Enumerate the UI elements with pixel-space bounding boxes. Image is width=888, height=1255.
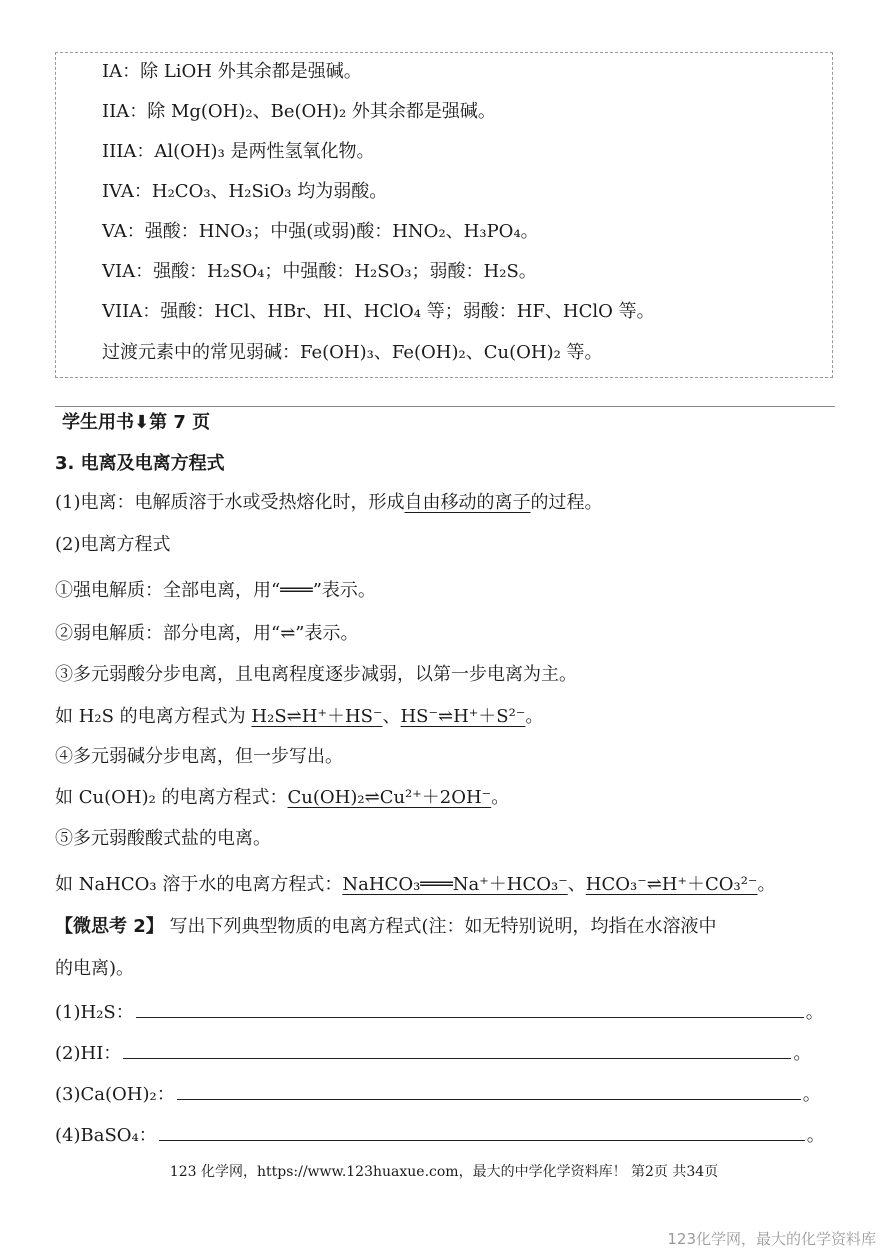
box-line-iva: IVA：H₂CO₃、H₂SiO₃ 均为弱酸。	[102, 181, 388, 202]
q2-label: (2)HI：	[55, 1043, 122, 1064]
definition-ionization	[55, 490, 603, 516]
p6-sep: 、	[382, 706, 401, 727]
q1-end: 。	[805, 1002, 824, 1023]
subheading-equation: (2)电离方程式	[55, 534, 171, 555]
box-line-va: VA：强酸：HNO₃；中强(或弱)酸：HNO₂、H₃PO₄。	[102, 221, 539, 242]
book-page-ref: 学生用书⬇第 7 页	[62, 412, 211, 433]
q3-end: 。	[802, 1084, 821, 1105]
answer-blank-3[interactable]	[177, 1083, 801, 1100]
box-line-iia: IIA：除 Mg(OH)₂、Be(OH)₂ 外其余都是强碱。	[102, 101, 496, 122]
think-prompt	[55, 914, 717, 940]
answer-blank-2[interactable]	[123, 1042, 791, 1059]
p1-prefix: (1)电离：电解质溶于水或受热熔化时，形成	[55, 492, 405, 513]
think-text: 写出下列典型物质的电离方程式(注：如无特别说明，均指在水溶液中	[163, 916, 717, 937]
question-3	[55, 1082, 821, 1108]
box-line-iiia: IIIA：Al(OH)₃ 是两性氢氧化物。	[102, 141, 375, 162]
answer-blank-1[interactable]	[136, 1001, 804, 1018]
q4-label: (4)BaSO₄：	[55, 1125, 157, 1146]
p6-prefix: 如 H₂S 的电离方程式为	[55, 706, 252, 727]
nahco3-example	[55, 872, 775, 898]
cuoh2-eq: Cu(OH)₂⇌Cu²⁺＋2OH⁻	[287, 787, 492, 808]
weak-electrolyte: ②弱电解质：部分电离，用“⇌”表示。	[55, 623, 359, 644]
p8-prefix: 如 Cu(OH)₂ 的电离方程式：	[55, 787, 288, 808]
q4-end: 。	[806, 1125, 825, 1146]
q2-end: 。	[793, 1043, 812, 1064]
q3-label: (3)Ca(OH)₂：	[55, 1084, 175, 1105]
polybasic-base: ④多元弱碱分步电离，但一步写出。	[55, 746, 343, 767]
section-divider	[55, 406, 835, 407]
nahco3-eq-1: NaHCO₃═══Na⁺＋HCO₃⁻	[342, 874, 568, 895]
question-2	[55, 1041, 811, 1067]
p10-prefix: 如 NaHCO₃ 溶于水的电离方程式：	[55, 874, 343, 895]
box-line-ia: IA：除 LiOH 外其余都是强碱。	[102, 61, 362, 82]
q1-label: (1)H₂S：	[55, 1002, 134, 1023]
watermark: 123化学网，最大的化学资料库	[667, 1230, 876, 1248]
p8-end: 。	[491, 787, 510, 808]
nahco3-eq-2: HCO₃⁻⇌H⁺＋CO₃²⁻	[585, 874, 758, 895]
section-title: 3. 电离及电离方程式	[55, 453, 225, 474]
box-line-viia: VIIA：强酸：HCl、HBr、HI、HClO₄ 等；弱酸：HF、HClO 等。	[102, 301, 655, 322]
h2s-example	[55, 704, 543, 730]
box-line-via: VIA：强酸：H₂SO₄；中强酸：H₂SO₃；弱酸：H₂S。	[102, 261, 537, 282]
think-label: 【微思考 2】	[55, 916, 164, 937]
question-4	[55, 1123, 825, 1149]
strong-electrolyte: ①强电解质：全部电离，用“═══”表示。	[55, 580, 376, 601]
think-prompt-cont: 的电离)。	[55, 958, 135, 979]
p1-answer: 自由移动的离子	[404, 492, 531, 513]
polyprotic-acid: ③多元弱酸分步电离，且电离程度逐步减弱，以第一步电离为主。	[55, 664, 577, 685]
p1-suffix: 的过程。	[530, 492, 603, 513]
p10-sep: 、	[567, 874, 586, 895]
p10-end: 。	[757, 874, 776, 895]
acid-salt: ⑤多元弱酸酸式盐的电离。	[55, 828, 271, 849]
p6-end: 。	[525, 706, 544, 727]
question-1	[55, 1000, 824, 1026]
answer-blank-4[interactable]	[159, 1124, 805, 1141]
box-line-transition: 过渡元素中的常见弱碱：Fe(OH)₃、Fe(OH)₂、Cu(OH)₂ 等。	[102, 342, 603, 363]
cuoh2-example	[55, 785, 509, 811]
page-footer: 123 化学网，https://www.123huaxue.com，最大的中学化学资料库！ 第2页 共34页	[169, 1164, 719, 1180]
h2s-eq-2: HS⁻⇌H⁺＋S²⁻	[400, 706, 526, 727]
h2s-eq-1: H₂S⇌H⁺＋HS⁻	[251, 706, 383, 727]
